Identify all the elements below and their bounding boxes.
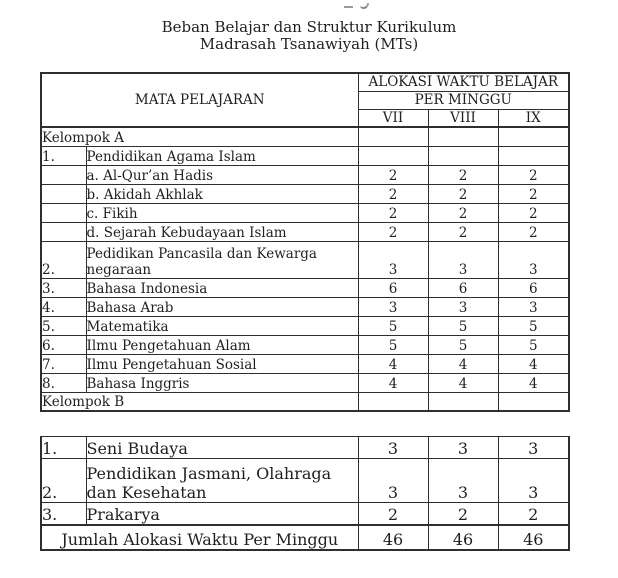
- allocation-cell: 5: [498, 316, 569, 335]
- allocation-header-line2: PER MINGGU: [358, 91, 569, 109]
- subject-name-cell: Prakarya: [86, 503, 358, 525]
- allocation-cell: [498, 146, 569, 165]
- allocation-cell: 2: [498, 203, 569, 222]
- cropped-text-artifact: [344, 3, 384, 11]
- allocation-cell: 2: [428, 503, 498, 525]
- allocation-cell: 3: [358, 459, 428, 503]
- table-row: [41, 316, 569, 335]
- row-number-cell: 7.: [41, 354, 86, 373]
- subject-name-cell: Ilmu Pengetahuan Alam: [86, 335, 358, 354]
- total-label: Jumlah Alokasi Waktu Per Minggu: [41, 525, 358, 550]
- subject-column-header: MATA PELAJARAN: [41, 73, 358, 127]
- grade-header-vii: VII: [358, 109, 428, 127]
- subject-name-cell: d. Sejarah Kebudayaan Islam: [86, 222, 358, 241]
- header-row: [41, 73, 569, 91]
- allocation-cell: 2: [428, 184, 498, 203]
- total-cell-vii: 46: [358, 525, 428, 550]
- allocation-cell: 3: [428, 437, 498, 459]
- allocation-cell: 3: [498, 241, 569, 278]
- total-row: [41, 525, 569, 550]
- allocation-cell: 5: [358, 316, 428, 335]
- group-label-cell: Kelompok A: [41, 127, 358, 146]
- row-number-cell: 4.: [41, 297, 86, 316]
- allocation-cell: 5: [498, 335, 569, 354]
- curriculum-table-part1: [40, 72, 570, 412]
- table-row: [41, 278, 569, 297]
- subject-name-cell: Ilmu Pengetahuan Sosial: [86, 354, 358, 373]
- allocation-header-line1: ALOKASI WAKTU BELAJAR: [358, 73, 569, 91]
- subject-name-cell: Bahasa Arab: [86, 297, 358, 316]
- allocation-cell: 5: [358, 335, 428, 354]
- subject-name-cell: Matematika: [86, 316, 358, 335]
- subject-name-cell: b. Akidah Akhlak: [86, 184, 358, 203]
- table-row: [41, 184, 569, 203]
- table-row: [41, 222, 569, 241]
- allocation-cell: 3: [428, 297, 498, 316]
- table-row: [41, 203, 569, 222]
- allocation-cell: 2: [428, 203, 498, 222]
- subject-name-cell: c. Fikih: [86, 203, 358, 222]
- row-number-cell: [41, 165, 86, 184]
- subject-name-cell: Seni Budaya: [86, 437, 358, 459]
- allocation-cell: 6: [498, 278, 569, 297]
- allocation-cell: 2: [358, 203, 428, 222]
- row-number-cell: 2.: [41, 241, 86, 278]
- allocation-cell: 2: [358, 222, 428, 241]
- table-row: [41, 437, 569, 459]
- grade-header-viii: VIII: [428, 109, 498, 127]
- allocation-cell: [428, 127, 498, 146]
- allocation-cell: 4: [358, 354, 428, 373]
- allocation-cell: [358, 127, 428, 146]
- table2-body: [41, 437, 569, 525]
- allocation-cell: [358, 392, 428, 411]
- allocation-cell: 2: [428, 165, 498, 184]
- table-header: [41, 73, 569, 127]
- subject-name-cell: Bahasa Indonesia: [86, 278, 358, 297]
- subject-name-cell: Pedidikan Pancasila dan Kewarga negaraan: [86, 241, 358, 278]
- allocation-cell: 2: [498, 222, 569, 241]
- table2-footer: [41, 525, 569, 550]
- allocation-cell: 4: [498, 354, 569, 373]
- total-cell-viii: 46: [428, 525, 498, 550]
- artifact-mark: [344, 6, 353, 8]
- allocation-cell: 3: [498, 437, 569, 459]
- allocation-cell: [428, 146, 498, 165]
- row-number-cell: [41, 222, 86, 241]
- row-number-cell: 2.: [41, 459, 86, 503]
- table-row: [41, 127, 569, 146]
- grade-header-ix: IX: [498, 109, 569, 127]
- allocation-cell: 4: [428, 354, 498, 373]
- title-line-1: Beban Belajar dan Struktur Kurikulum: [161, 18, 457, 36]
- allocation-cell: 6: [358, 278, 428, 297]
- title-line-2: Madrasah Tsanawiyah (MTs): [199, 35, 419, 53]
- allocation-cell: 3: [498, 297, 569, 316]
- allocation-cell: 5: [428, 335, 498, 354]
- row-number-cell: 5.: [41, 316, 86, 335]
- document-title: [0, 19, 618, 53]
- allocation-cell: 2: [358, 184, 428, 203]
- allocation-cell: [428, 392, 498, 411]
- table-row: [41, 373, 569, 392]
- row-number-cell: 8.: [41, 373, 86, 392]
- allocation-cell: 2: [498, 165, 569, 184]
- table-row: [41, 146, 569, 165]
- curriculum-table-part2: [40, 436, 570, 551]
- table-row: [41, 335, 569, 354]
- table-row: [41, 459, 569, 503]
- table-row: [41, 297, 569, 316]
- row-number-cell: 3.: [41, 503, 86, 525]
- allocation-cell: 3: [358, 297, 428, 316]
- subject-name-cell: Pendidikan Jasmani, Olahraga dan Kesehatan: [86, 459, 358, 503]
- allocation-cell: 2: [358, 165, 428, 184]
- row-number-cell: [41, 184, 86, 203]
- allocation-cell: 2: [358, 503, 428, 525]
- allocation-cell: 4: [358, 373, 428, 392]
- subject-name-cell: Bahasa Inggris: [86, 373, 358, 392]
- allocation-cell: [498, 127, 569, 146]
- allocation-cell: 5: [428, 316, 498, 335]
- allocation-cell: 4: [428, 373, 498, 392]
- row-number-cell: 3.: [41, 278, 86, 297]
- subject-name-cell: Pendidikan Agama Islam: [86, 146, 358, 165]
- allocation-cell: 4: [498, 373, 569, 392]
- allocation-cell: 6: [428, 278, 498, 297]
- row-number-cell: 1.: [41, 437, 86, 459]
- row-number-cell: 1.: [41, 146, 86, 165]
- group-label-cell: Kelompok B: [41, 392, 358, 411]
- table-row: [41, 165, 569, 184]
- subject-name-cell: a. Al-Qur’an Hadis: [86, 165, 358, 184]
- allocation-cell: 2: [428, 222, 498, 241]
- allocation-cell: 3: [358, 437, 428, 459]
- allocation-cell: 2: [498, 184, 569, 203]
- allocation-cell: 3: [358, 241, 428, 278]
- allocation-cell: [498, 392, 569, 411]
- allocation-cell: [358, 146, 428, 165]
- row-number-cell: 6.: [41, 335, 86, 354]
- artifact-mark: [360, 3, 369, 9]
- table-row: [41, 354, 569, 373]
- table-row: [41, 503, 569, 525]
- allocation-cell: 3: [428, 459, 498, 503]
- allocation-cell: 3: [498, 459, 569, 503]
- row-number-cell: [41, 203, 86, 222]
- allocation-cell: 2: [498, 503, 569, 525]
- table-row: [41, 241, 569, 278]
- total-cell-ix: 46: [498, 525, 569, 550]
- allocation-cell: 3: [428, 241, 498, 278]
- table-row: [41, 392, 569, 411]
- table1-body: [41, 127, 569, 411]
